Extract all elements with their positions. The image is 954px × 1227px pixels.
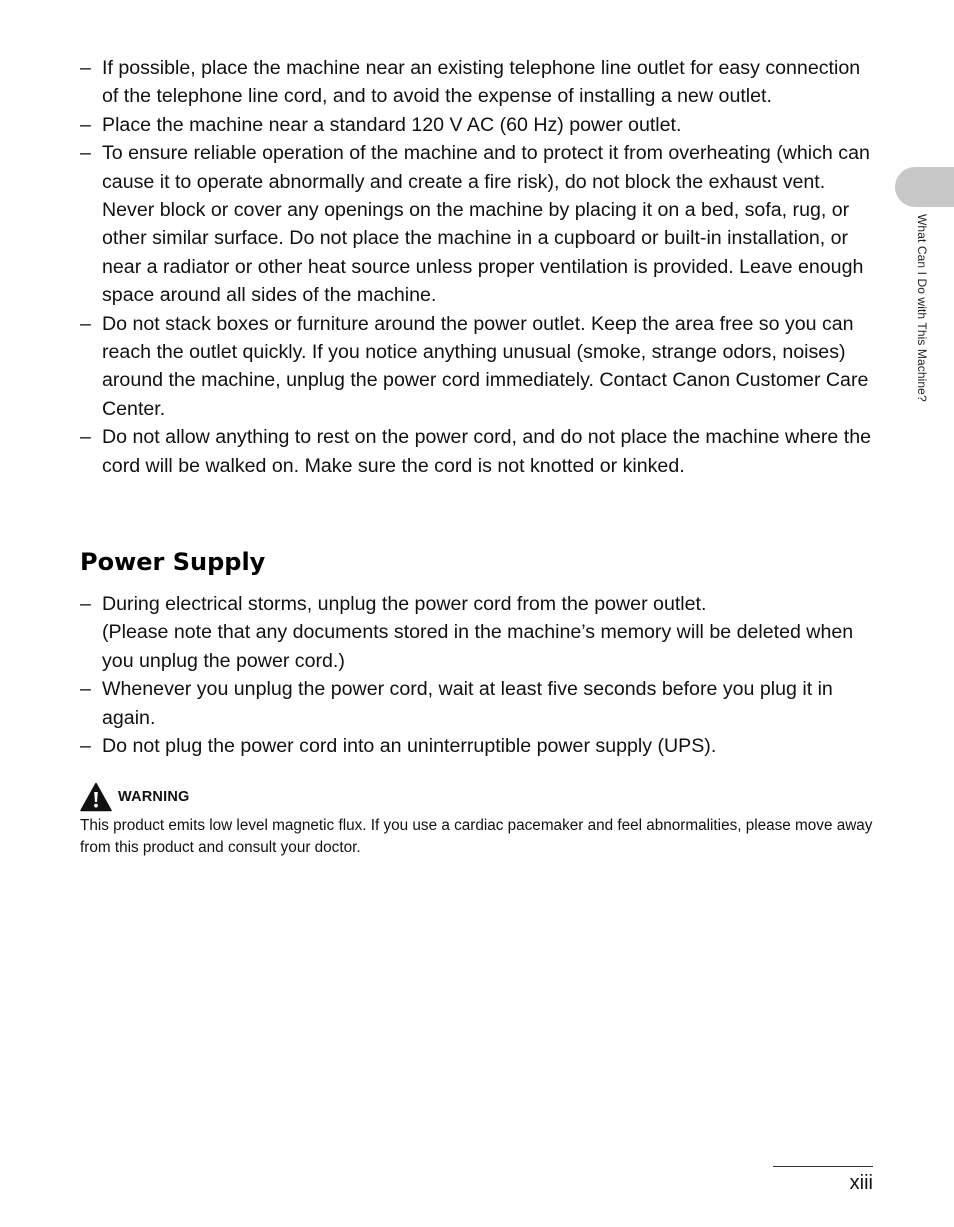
list-item	[80, 54, 880, 111]
list-item-text: Whenever you unplug the power cord, wait at least five seconds before you plug it in again.	[102, 678, 833, 729]
list-item	[80, 590, 880, 675]
placement-bullet-list	[80, 54, 880, 480]
page-number: xiii	[849, 1172, 873, 1194]
dash-bullet: –	[80, 593, 91, 615]
list-item	[80, 732, 880, 760]
list-item-text: Place the machine near a standard 120 V AC (60 Hz) power outlet.	[102, 113, 682, 136]
list-item-text: During electrical storms, unplug the power cord from the power outlet.	[102, 593, 707, 615]
dash-bullet: –	[80, 142, 91, 165]
list-item	[80, 111, 880, 139]
list-item-text: Do not stack boxes or furniture around the power outlet. Keep the area free so you can reach the outlet quickly. If you notice anything unusual (smoke, strange odors, noises) around the machine, unplug the power cord immediately. Contact Canon Customer Care Center.	[102, 312, 869, 420]
warning-text: This product emits low level magnetic flux. If you use a cardiac pacemaker and feel abnormalities, please move away from this product and consult your doctor.	[80, 817, 873, 856]
list-item	[80, 675, 880, 732]
dash-bullet: –	[80, 735, 91, 758]
list-item-text: If possible, place the machine near an existing telephone line outlet for easy connection of the telephone line cord, and to avoid the expense of installing a new outlet.	[102, 57, 861, 108]
list-item	[80, 423, 880, 480]
list-item	[80, 139, 880, 309]
list-item-note: (Please note that any documents stored in the machine’s memory will be deleted when you unplug the power cord.)	[102, 621, 854, 672]
power-supply-bullet-list	[80, 590, 880, 760]
chapter-tab	[895, 167, 954, 207]
dash-bullet: –	[80, 57, 91, 79]
dash-bullet: –	[80, 678, 91, 701]
section-heading-power-supply: Power Supply	[80, 548, 266, 576]
list-item-text: Do not plug the power cord into an uninterruptible power supply (UPS).	[102, 735, 717, 758]
warning-header	[80, 782, 189, 812]
chapter-tab-label: What Can I Do with This Machine?	[915, 214, 929, 402]
list-item-text: To ensure reliable operation of the machine and to protect it from overheating (which can cause it to operate abnormally and create a fire risk), do not block the exhaust vent. Never block or cover any openings on the machine by placing it on a bed, sofa, rug, or other similar surface. Do not place the machine in a cupboard or built-in installation, or near a radiator or other heat source unless proper ventilation is provided. Leave enough space around all sides of the machine.	[102, 142, 870, 307]
list-item-text: Do not allow anything to rest on the power cord, and do not place the machine where the cord will be walked on. Make sure the cord is not knotted or kinked.	[102, 426, 871, 477]
dash-bullet: –	[80, 426, 91, 449]
footer-rule	[773, 1166, 873, 1167]
list-item	[80, 310, 880, 424]
warning-label: WARNING	[118, 789, 190, 805]
dash-bullet: –	[80, 113, 91, 136]
dash-bullet: –	[80, 312, 91, 335]
warning-triangle-icon	[80, 782, 112, 812]
